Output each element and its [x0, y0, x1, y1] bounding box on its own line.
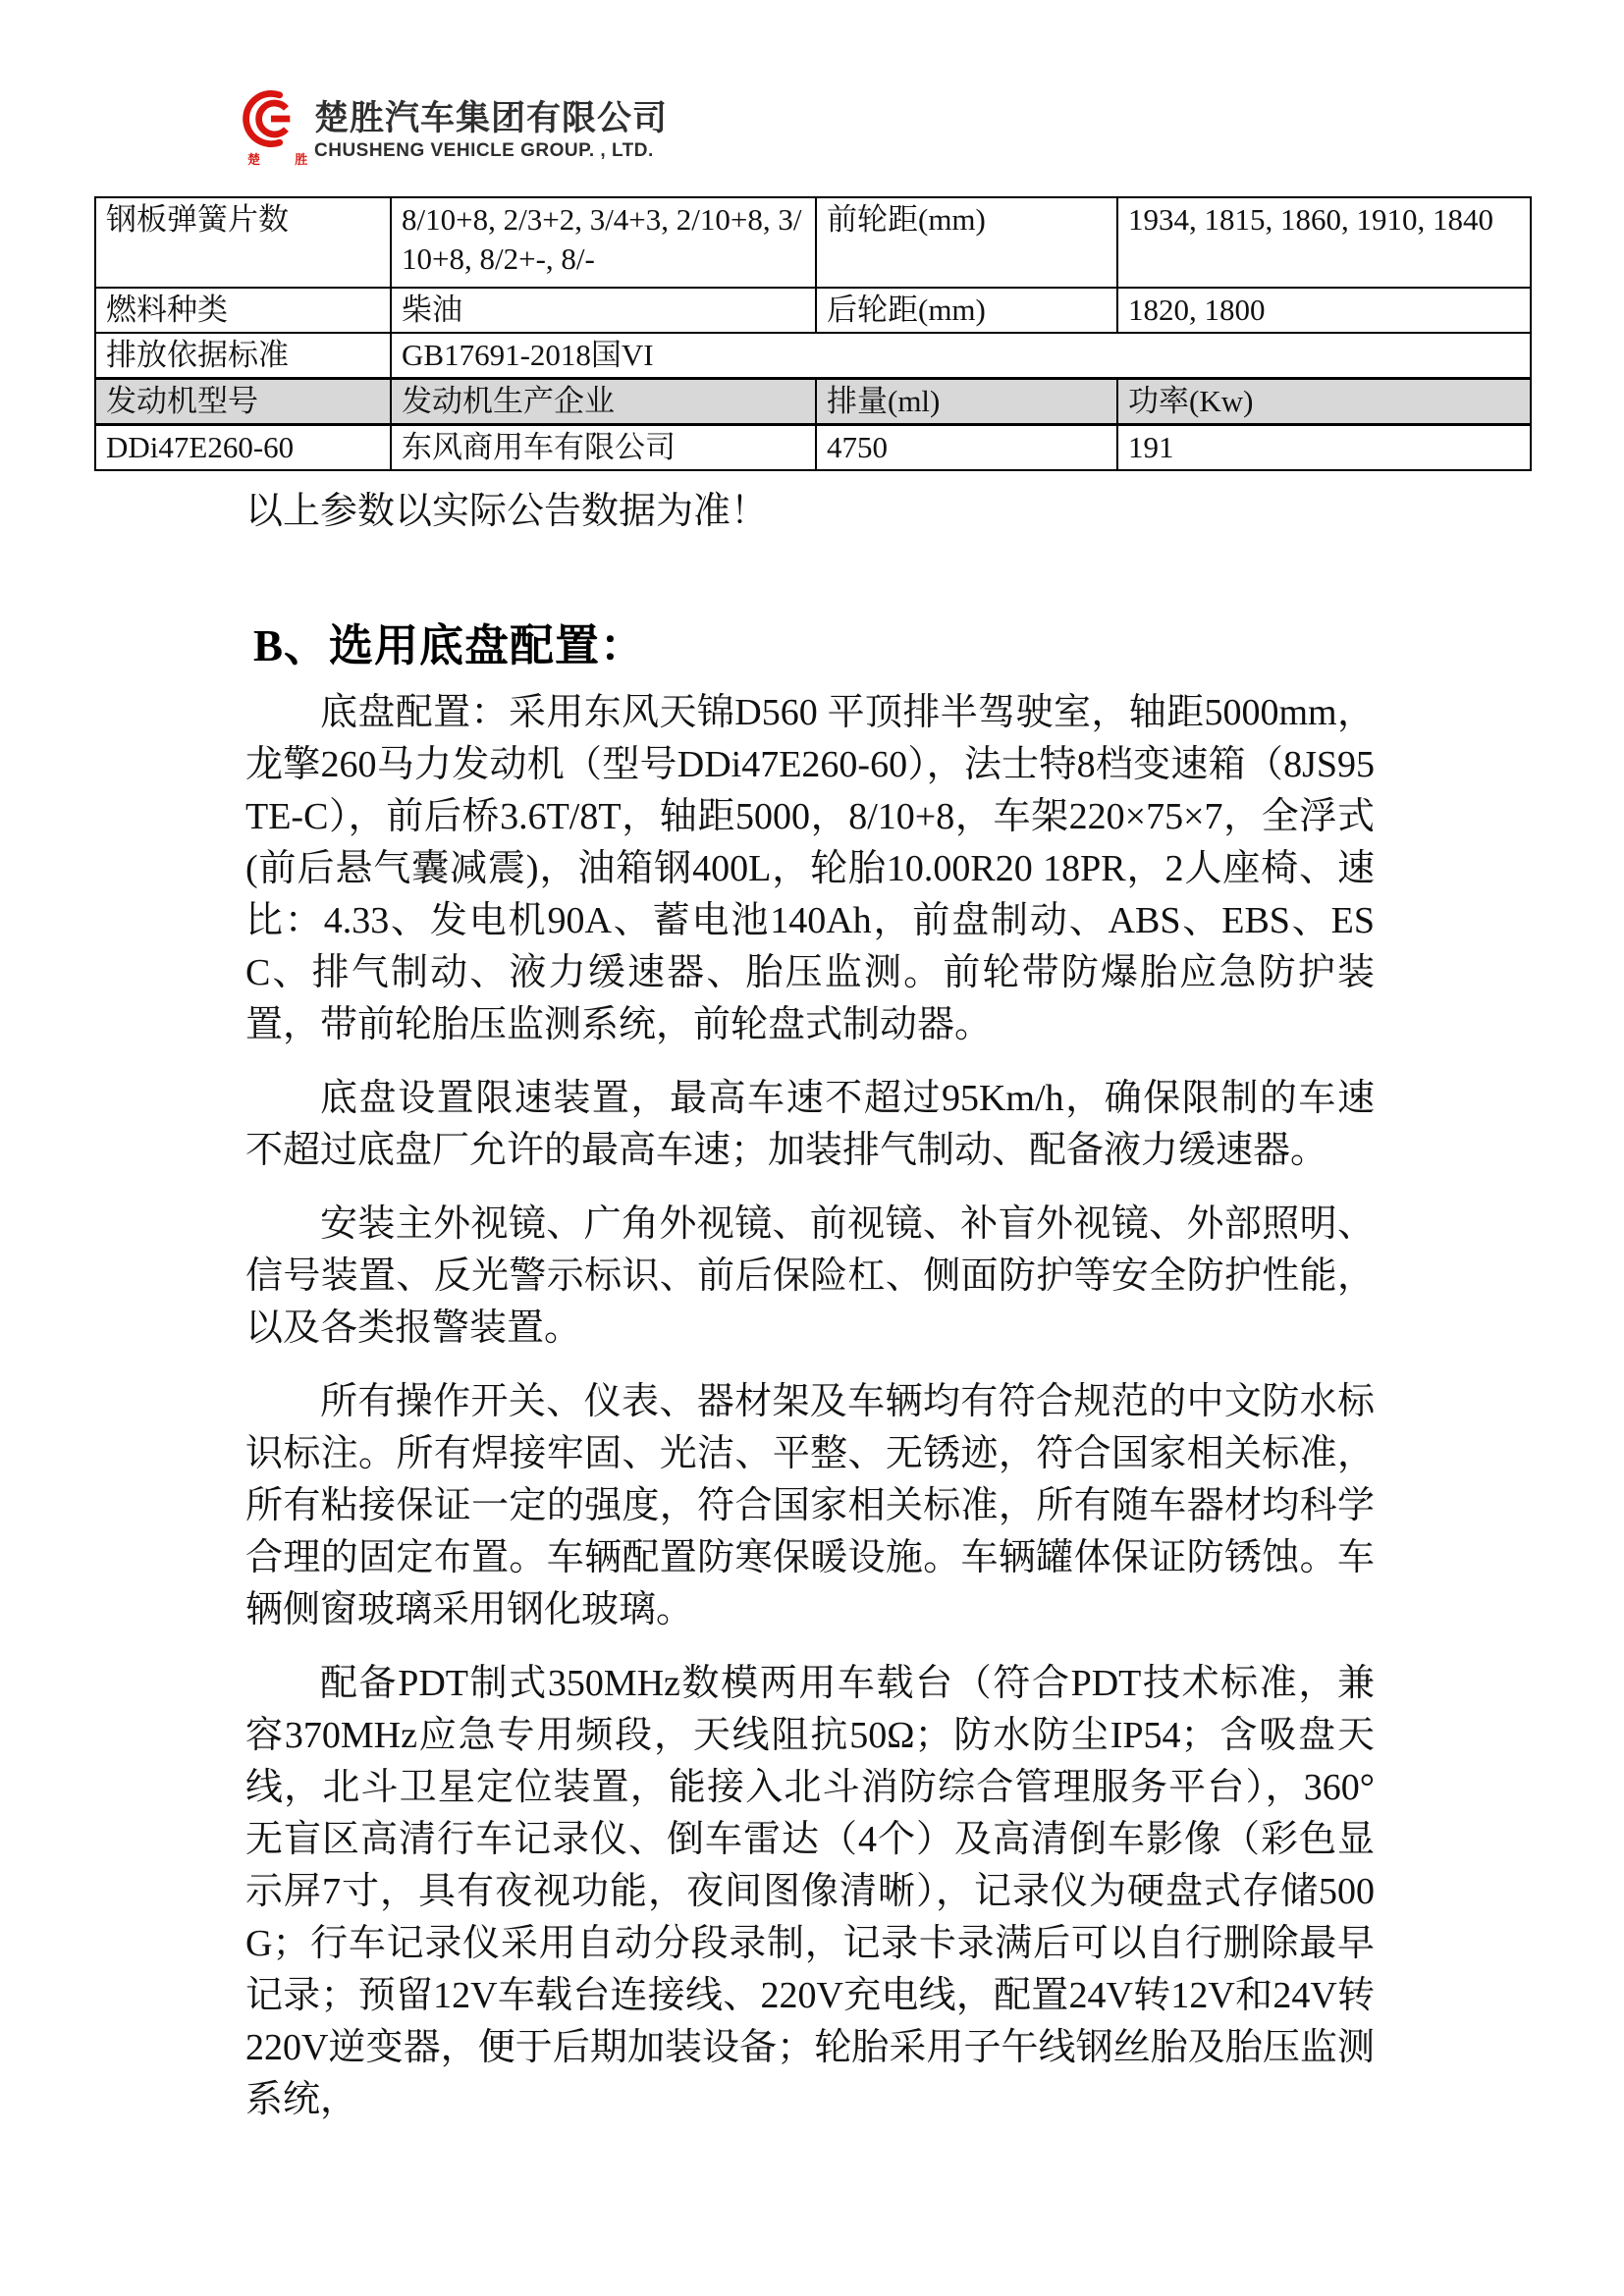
- table-row: [95, 333, 1531, 379]
- body-paragraphs: [245, 687, 1375, 2148]
- table-cell: 后轮距(mm): [816, 288, 1117, 333]
- body-paragraph: 所有操作开关、仪表、器材架及车辆均有符合规范的中文防水标识标注。所有焊接牢固、光洁、平整、无锈迹，符合国家相关标准，所有粘接保证一定的强度，符合国家相关标准，所有随车器材均科学合理的固定布置。车辆配置防寒保暖设施。车辆罐体保证防锈蚀。车辆侧窗玻璃采用钢化玻璃。: [245, 1381, 1375, 1630]
- table-cell: 功率(Kw): [1117, 379, 1531, 425]
- table-cell: 前轮距(mm): [816, 197, 1117, 288]
- company-name-en: CHUSHENG VEHICLE GROUP. , LTD.: [314, 140, 654, 161]
- spec-table-body: [95, 197, 1531, 470]
- table-row: [95, 197, 1531, 288]
- table-row: [95, 379, 1531, 425]
- chusheng-emblem-icon: [242, 90, 298, 147]
- table-cell: 燃料种类: [95, 288, 391, 333]
- table-cell: 191: [1117, 425, 1531, 471]
- table-cell: 发动机型号: [95, 379, 391, 425]
- params-note: 以上参数以实际公告数据为准！: [245, 491, 769, 532]
- spec-table: [94, 196, 1532, 471]
- body-paragraph: 底盘配置：采用东风天锦D560 平顶排半驾驶室，轴距5000mm，龙擎260马力发动机（型号DDi47E260-60），法士特8档变速箱（8JS95TE-C），前后桥3.6T/8T，轴距5000，8/10+8，车架220×75×7，全浮式(前后悬气囊减震)，油箱钢400L，轮胎10.00R20 18PR，2人座椅、速比：4.33、发电机90A、蓄电池140Ah，前盘制动、ABS、EBS、ESC、排气制动、液力缓速器、胎压监测。前轮带防爆胎应急防护装置，带前轮胎压监测系统，前轮盘式制动器。: [245, 692, 1375, 1045]
- section-heading: B、选用底盘配置：: [253, 621, 646, 670]
- table-cell: 8/10+8, 2/3+2, 3/4+3, 2/10+8, 3/10+8, 8/2+-, 8/-: [391, 197, 816, 288]
- table-cell: 柴油: [391, 288, 816, 333]
- table-cell: 1934, 1815, 1860, 1910, 1840: [1117, 197, 1531, 288]
- company-logo-icon: [242, 90, 324, 168]
- body-paragraph: 安装主外视镜、广角外视镜、前视镜、补盲外视镜、外部照明、信号装置、反光警示标识、前后保险杠、侧面防护等安全防护性能，以及各类报警装置。: [245, 1203, 1375, 1349]
- company-logo: [242, 90, 668, 168]
- table-cell: 钢板弹簧片数: [95, 197, 391, 288]
- body-paragraph: 配备PDT制式350MHz数模两用车载台（符合PDT技术标准，兼容370MHz应急专用频段，天线阻抗50Ω；防水防尘IP54；含吸盘天线，北斗卫星定位装置，能接入北斗消防综合管理服务平台），360°无盲区高清行车记录仪、倒车雷达（4个）及高清倒车影像（彩色显示屏7寸，具有夜视功能，夜间图像清晰），记录仪为硬盘式存储500G；行车记录仪采用自动分段录制，记录卡录满后可以自行删除最早记录；预留12V车载台连接线、220V充电线，配置24V转12V和24V转220V逆变器，便于后期加装设备；轮胎采用子午线钢丝胎及胎压监测系统，: [245, 1663, 1375, 2120]
- logo-text: [314, 90, 668, 162]
- table-cell: DDi47E260-60: [95, 425, 391, 471]
- table-row: [95, 425, 1531, 471]
- table-cell: 发动机生产企业: [391, 379, 816, 425]
- table-cell: 排放依据标准: [95, 333, 391, 379]
- table-cell: 1820, 1800: [1117, 288, 1531, 333]
- table-cell: GB17691-2018国VI: [391, 333, 1531, 379]
- body-paragraph: 底盘设置限速装置，最高车速不超过95Km/h，确保限制的车速不超过底盘厂允许的最高车速；加装排气制动、配备液力缓速器。: [245, 1078, 1375, 1171]
- company-name-zh: 楚胜汽车集团有限公司: [314, 99, 669, 137]
- table-row: [95, 288, 1531, 333]
- table-cell: 排量(ml): [816, 379, 1117, 425]
- table-cell: 东风商用车有限公司: [391, 425, 816, 471]
- table-cell: 4750: [816, 425, 1117, 471]
- emblem-caption: 楚 胜: [247, 152, 324, 167]
